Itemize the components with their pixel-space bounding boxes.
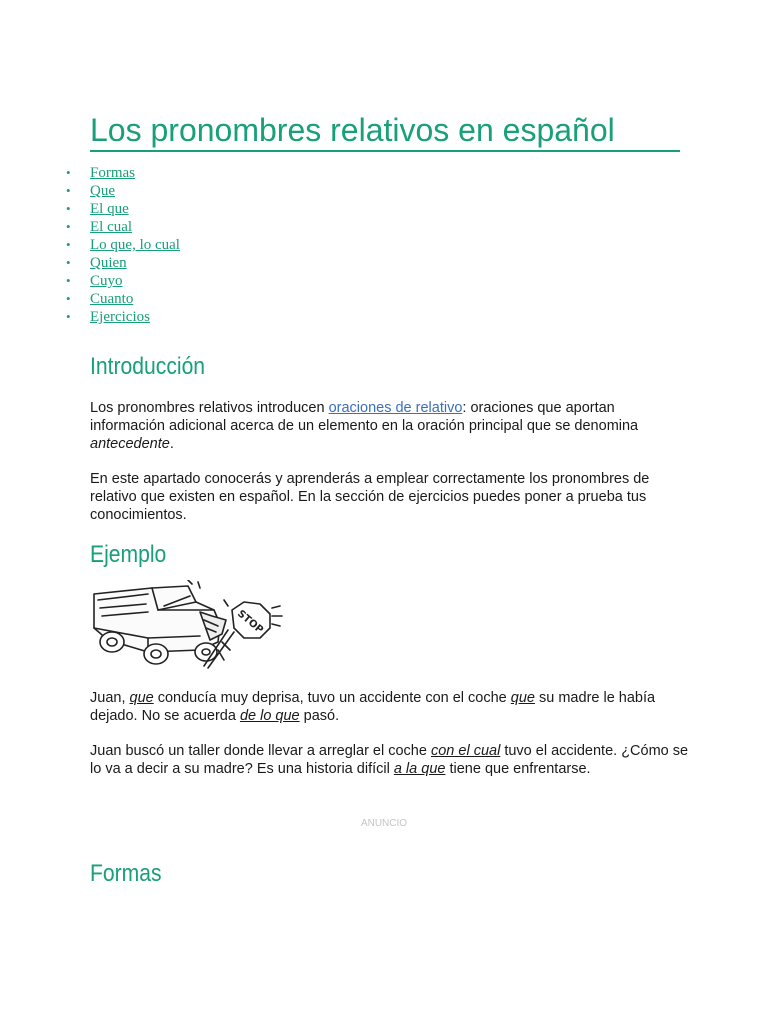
- relative-pronoun: de lo que: [239, 708, 300, 724]
- intro-text: : oraciones que aportan información adicional acerca de un elemento en la oración principal que se denomina: [90, 400, 639, 434]
- intro-text: .: [169, 436, 174, 452]
- toc-item: [66, 182, 180, 200]
- toc-item: [66, 236, 180, 254]
- toc-item: [66, 218, 180, 236]
- example-text: su madre le había dejado. No se acuerda: [90, 690, 656, 724]
- example-text: Juan buscó un taller donde llevar a arreglar el coche: [90, 743, 431, 759]
- intro-text: Los pronombres relativos introducen: [90, 400, 329, 416]
- example-text: tuvo el accidente. ¿Cómo se lo va a decir a su madre? Es una historia difícil: [90, 743, 689, 777]
- toc-link-formas[interactable]: Formas: [90, 165, 135, 181]
- bullet-icon: •: [66, 309, 71, 324]
- example-paragraph-1: [90, 689, 690, 725]
- example-paragraph-2: [90, 742, 690, 778]
- bullet-icon: •: [66, 291, 71, 306]
- page-title: Los pronombres relativos en español: [90, 110, 680, 152]
- toc-item: [66, 308, 180, 326]
- stop-sign-text: STOP: [235, 608, 266, 636]
- relative-pronoun: que: [129, 690, 154, 706]
- bullet-icon: •: [66, 273, 71, 288]
- toc-link-el-cual[interactable]: El cual: [90, 219, 133, 235]
- ad-label: ANUNCIO: [360, 818, 408, 829]
- bullet-icon: •: [66, 183, 71, 198]
- example-text: Juan,: [90, 690, 130, 706]
- relative-clauses-link[interactable]: oraciones de relativo: [328, 400, 463, 416]
- toc-item: [66, 200, 180, 218]
- relative-pronoun: a la que: [393, 761, 446, 777]
- table-of-contents: [66, 164, 180, 326]
- relative-pronoun: que: [510, 690, 535, 706]
- toc-item: [66, 164, 180, 182]
- toc-item: [66, 254, 180, 272]
- toc-link-el-que[interactable]: El que: [90, 201, 129, 217]
- car-crash-illustration: [88, 580, 283, 672]
- toc-item: [66, 290, 180, 308]
- bullet-icon: •: [66, 219, 71, 234]
- intro-heading: Introducción: [90, 353, 206, 380]
- toc-link-quien[interactable]: Quien: [90, 255, 127, 271]
- toc-item: [66, 272, 180, 290]
- bullet-icon: •: [66, 255, 71, 270]
- intro-paragraph-1: [90, 399, 690, 453]
- toc-link-lo-que[interactable]: Lo que, lo cual: [90, 237, 180, 253]
- toc-link-cuyo[interactable]: Cuyo: [90, 273, 123, 289]
- bullet-icon: •: [66, 165, 71, 180]
- bullet-icon: •: [66, 237, 71, 252]
- toc-link-ejercicios[interactable]: Ejercicios: [90, 309, 150, 325]
- relative-pronoun: con el cual: [430, 743, 501, 759]
- example-heading: Ejemplo: [90, 541, 167, 568]
- example-text: conducía muy deprisa, tuvo un accidente con el coche: [153, 690, 511, 706]
- forms-heading: Formas: [90, 860, 162, 887]
- example-text: pasó.: [299, 708, 340, 724]
- bullet-icon: •: [66, 201, 71, 216]
- toc-link-que[interactable]: Que: [90, 183, 115, 199]
- intro-paragraph-2: En este apartado conocerás y aprenderás a emplear correctamente los pronombres de relativo que existen en español. En la sección de ejercicios puedes poner a prueba tus conocimientos.: [90, 471, 650, 523]
- toc-link-cuanto[interactable]: Cuanto: [90, 291, 134, 307]
- example-text: tiene que enfrentarse.: [445, 761, 591, 777]
- antecedent-term: antecedente: [90, 436, 170, 452]
